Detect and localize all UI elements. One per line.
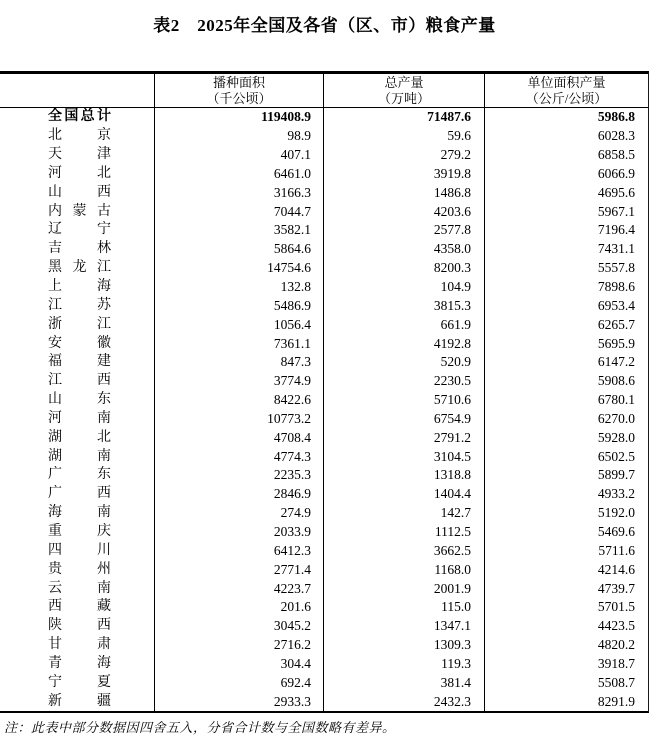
province-name: 广西 [48,486,111,502]
total-output-cell: 3919.8 [324,165,485,184]
province-name-cell [0,617,155,636]
sown-area-cell: 3582.1 [155,221,324,240]
total-output-cell: 4358.0 [324,240,485,259]
province-name-cell [0,485,155,504]
sown-area-cell: 2235.3 [155,466,324,485]
total-output-cell: 381.4 [324,673,485,692]
province-name: 贵州 [48,561,111,577]
column-header-total-output [324,74,485,107]
province-name-cell [0,221,155,240]
total-output-cell: 1112.5 [324,523,485,542]
total-output-cell: 1347.1 [324,617,485,636]
province-name-cell [0,353,155,372]
yield-cell: 4695.6 [597,184,635,200]
sown-area-cell: 5486.9 [155,296,324,315]
province-name: 山东 [48,392,111,408]
province-name: 江西 [48,373,111,389]
sown-area-cell: 4708.4 [155,428,324,447]
yield-cell: 4214.6 [597,561,635,577]
province-name: 新疆 [48,693,111,709]
table-body [0,108,648,711]
footnote: 注：此表中部分数据因四舍五入，分省合计数与全国数略有差异。 [4,720,396,735]
column-header-total-output-label: 总产量 [384,75,424,90]
column-header-total-output-unit: （万吨） [377,90,430,106]
total-output-cell: 115.0 [324,598,485,617]
sown-area-cell: 3166.3 [155,183,324,202]
province-name: 湖南 [48,448,111,464]
province-name-cell [0,391,155,410]
total-output-cell: 279.2 [324,146,485,165]
yield-cell: 6265.7 [597,316,635,332]
yield-cell: 4933.2 [597,486,635,502]
total-output-cell: 1486.8 [324,183,485,202]
province-name-cell [0,146,155,165]
province-name: 西藏 [48,599,111,615]
sown-area-cell: 3045.2 [155,617,324,636]
column-header-region [0,74,155,107]
total-output-cell: 1168.0 [324,560,485,579]
yield-cell: 7898.6 [597,279,635,295]
province-name-cell [0,673,155,692]
total-output-cell: 661.9 [324,315,485,334]
total-output-cell: 2577.8 [324,221,485,240]
sown-area-cell: 98.9 [155,127,324,146]
total-output-cell: 71487.6 [324,108,485,127]
sown-area-cell: 7361.1 [155,334,324,353]
yield-cell: 5557.8 [597,260,635,276]
province-name: 内蒙古 [48,203,111,219]
sown-area-cell: 2933.3 [155,692,324,711]
province-name: 河北 [48,165,111,181]
grain-output-table [0,71,649,713]
total-output-cell: 2001.9 [324,579,485,598]
sown-area-cell: 2846.9 [155,485,324,504]
province-name: 河南 [48,410,111,426]
province-name: 海南 [48,505,111,521]
total-output-cell: 4203.6 [324,202,485,221]
total-output-cell: 8200.3 [324,259,485,278]
sown-area-cell: 2771.4 [155,560,324,579]
yield-cell: 5967.1 [597,203,635,219]
sown-area-cell: 274.9 [155,504,324,523]
sown-area-cell: 201.6 [155,598,324,617]
province-name-cell [0,579,155,598]
province-name-cell [0,202,155,221]
yield-cell: 5701.5 [597,599,635,615]
yield-cell: 7431.1 [597,241,635,257]
total-output-cell: 2230.5 [324,372,485,391]
sown-area-cell: 1056.4 [155,315,324,334]
yield-cell: 5908.6 [597,373,635,389]
province-name: 陕西 [48,618,111,634]
page-title: 表2 2025年全国及各省（区、市）粮食产量 [153,16,496,35]
sown-area-cell: 8422.6 [155,391,324,410]
total-output-cell: 520.9 [324,353,485,372]
total-output-cell: 1318.8 [324,466,485,485]
sown-area-cell: 132.8 [155,278,324,297]
province-name: 山西 [48,184,111,200]
province-name: 福建 [48,354,111,370]
yield-cell: 6270.0 [597,410,635,426]
yield-cell: 5508.7 [597,674,635,690]
yield-cell: 4423.5 [597,618,635,634]
province-name-cell [0,466,155,485]
yield-cell: 5192.0 [597,505,635,521]
province-name-cell [0,372,155,391]
province-name: 安徽 [48,335,111,351]
province-name-cell [0,447,155,466]
yield-cell: 6066.9 [597,165,635,181]
total-output-cell: 2432.3 [324,692,485,711]
province-name-cell [0,636,155,655]
sown-area-cell: 407.1 [155,146,324,165]
sown-area-cell: 4223.7 [155,579,324,598]
province-name: 辽宁 [48,222,111,238]
total-output-cell: 3104.5 [324,447,485,466]
column-header-yield-unit: （公斤/公顷） [525,90,608,106]
province-name-cell [0,428,155,447]
sown-area-cell: 7044.7 [155,202,324,221]
province-name-cell [0,127,155,146]
sown-area-cell: 2716.2 [155,636,324,655]
column-header-yield-label: 单位面积产量 [527,75,606,90]
province-name: 湖北 [48,429,111,445]
yield-cell: 4739.7 [597,580,635,596]
yield-cell: 6780.1 [597,392,635,408]
province-name: 广东 [48,467,111,483]
province-name-cell [0,278,155,297]
sown-area-cell: 10773.2 [155,410,324,429]
province-name-cell [0,692,155,711]
province-name: 江苏 [48,297,111,313]
province-name: 重庆 [48,523,111,539]
yield-cell: 5928.0 [597,429,635,445]
total-output-cell: 2791.2 [324,428,485,447]
sown-area-cell: 6461.0 [155,165,324,184]
province-name-cell [0,259,155,278]
province-name-cell [0,334,155,353]
province-name-cell [0,541,155,560]
sown-area-cell: 304.4 [155,654,324,673]
sown-area-cell: 5864.6 [155,240,324,259]
province-name-cell [0,296,155,315]
province-name-cell [0,598,155,617]
column-header-sown-area-unit: （千公顷） [206,90,272,106]
total-output-cell: 6754.9 [324,410,485,429]
table-header-row [0,74,648,108]
total-output-cell: 1404.4 [324,485,485,504]
sown-area-cell: 2033.9 [155,523,324,542]
yield-cell: 8291.9 [597,693,635,709]
yield-cell: 3918.7 [597,655,635,671]
column-header-sown-area [155,74,324,107]
province-name-cell [0,523,155,542]
yield-cell: 6502.5 [597,448,635,464]
total-output-cell: 142.7 [324,504,485,523]
province-name: 浙江 [48,316,111,332]
province-name: 天津 [48,147,111,163]
sown-area-cell: 4774.3 [155,447,324,466]
province-name: 青海 [48,655,111,671]
yield-cell: 5986.8 [597,109,635,125]
sown-area-cell: 6412.3 [155,541,324,560]
province-name-cell [0,560,155,579]
yield-cell: 6147.2 [597,354,635,370]
province-name-cell [0,654,155,673]
province-name: 宁夏 [48,674,111,690]
total-output-cell: 119.3 [324,654,485,673]
province-name-cell [0,165,155,184]
yield-cell: 4820.2 [597,637,635,653]
total-output-cell: 3662.5 [324,541,485,560]
sown-area-cell: 692.4 [155,673,324,692]
column-header-yield [485,74,648,107]
province-name: 全国总计 [48,109,111,125]
total-output-cell: 1309.3 [324,636,485,655]
yield-cell: 5711.6 [598,542,635,558]
province-name: 北京 [48,128,111,144]
yield-cell: 5899.7 [597,467,635,483]
total-output-cell: 5710.6 [324,391,485,410]
province-name: 四川 [48,542,111,558]
total-output-cell: 104.9 [324,278,485,297]
province-name: 甘肃 [48,637,111,653]
yield-cell: 5695.9 [597,335,635,351]
yield-cell: 6028.3 [597,128,635,144]
province-name-cell [0,410,155,429]
province-name: 黑龙江 [48,260,111,276]
province-name-cell [0,183,155,202]
total-output-cell: 59.6 [324,127,485,146]
province-name: 吉林 [48,241,111,257]
province-name: 云南 [48,580,111,596]
sown-area-cell: 3774.9 [155,372,324,391]
province-name: 上海 [48,279,111,295]
yield-cell: 7196.4 [597,222,635,238]
sown-area-cell: 14754.6 [155,259,324,278]
column-header-sown-area-label: 播种面积 [212,75,265,90]
province-name-cell [0,108,155,127]
sown-area-cell: 119408.9 [155,108,324,127]
yield-cell: 5469.6 [597,523,635,539]
yield-cell: 6858.5 [597,147,635,163]
total-output-cell: 3815.3 [324,296,485,315]
sown-area-cell: 847.3 [155,353,324,372]
yield-cell: 6953.4 [597,297,635,313]
province-name-cell [0,315,155,334]
total-output-cell: 4192.8 [324,334,485,353]
province-name-cell [0,240,155,259]
province-name-cell [0,504,155,523]
